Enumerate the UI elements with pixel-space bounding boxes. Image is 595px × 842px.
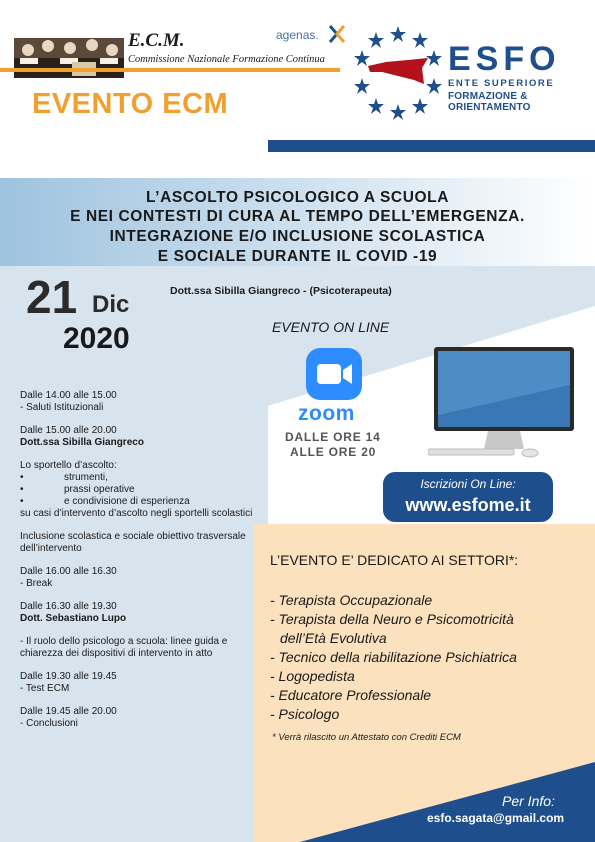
evento-ecm-heading: EVENTO ECM — [32, 88, 229, 120]
event-title-line-2: E NEI CONTESTI DI CURA AL TEMPO DELL’EMERGENZA. — [70, 208, 525, 225]
agenas-logo-text: agenas. — [276, 28, 319, 42]
date-month: Dic — [92, 291, 130, 318]
program-time: Dalle 19.45 alle 20.00 — [20, 706, 117, 717]
sector-item: - Tecnico della riabilitazione Psichiatrica — [270, 649, 517, 665]
program-desc: - Break — [20, 578, 53, 589]
date-day: 21 — [26, 271, 78, 323]
program-block — [20, 390, 260, 414]
info-email-link[interactable]: esfo.sagata@gmail.com — [427, 811, 565, 825]
ecm-subtitle: Commissione Nazionale Formazione Continua — [128, 54, 325, 65]
sector-item: - Educatore Professionale — [270, 687, 432, 703]
program-block — [20, 531, 260, 555]
agenas-x-icon — [328, 24, 346, 44]
program-schedule — [20, 390, 260, 741]
zoom-wordmark: zoom — [298, 402, 355, 425]
program-desc: - Conclusioni — [20, 718, 78, 729]
program-text: su casi d’intervento d’ascolto negli sportelli scolastici — [20, 508, 253, 519]
esfo-sicily-stars-icon — [352, 22, 444, 122]
event-title-line-4: E SOCIALE DURANTE IL COVID -19 — [157, 248, 438, 265]
program-block — [20, 566, 260, 590]
program-text: - Il ruolo dello psicologo a scuola: linee guida e chiarezza dei dispositivi di intervento in atto — [20, 636, 228, 659]
sector-item: - Terapista Occupazionale — [270, 592, 433, 608]
esfo-title: ESFO — [448, 40, 561, 78]
attestato-note: * Verrà rilascito un Attestato con Crediti ECM — [272, 732, 461, 743]
esfo-subtitle-2: FORMAZIONE & ORIENTAMENTO — [448, 91, 531, 113]
zoom-camera-icon — [306, 348, 362, 400]
sector-item: dell’Età Evolutiva — [280, 630, 387, 646]
event-title-line-1: L’ASCOLTO PSICOLOGICO A SCUOLA — [145, 189, 450, 206]
program-speaker: Dott. Sebastiano Lupo — [20, 613, 127, 624]
program-block — [20, 706, 260, 730]
program-time: Dalle 19.30 alle 19.45 — [20, 671, 117, 682]
program-time: Dalle 16.00 alle 16.30 — [20, 566, 117, 577]
sectors-title: L’EVENTO E’ DEDICATO AI SETTORI*: — [270, 552, 519, 568]
program-desc: - Test ECM — [20, 683, 70, 694]
blue-divider — [268, 140, 595, 152]
bullet-icon: • — [20, 484, 24, 495]
bullet-item: • e condivisione di esperienza — [20, 496, 190, 507]
program-block — [20, 601, 260, 625]
program-speaker: Dott.ssa Sibilla Giangreco — [20, 437, 144, 448]
bullet-icon: • — [20, 472, 24, 483]
program-block — [20, 636, 260, 660]
sectors-list — [270, 591, 590, 724]
info-label: Per Info: — [502, 793, 555, 809]
program-text: Inclusione scolastica e sociale obiettivo trasversale dell’intervento — [20, 531, 246, 554]
esfo-subtitle-1: ENTE SUPERIORE — [448, 78, 555, 89]
bullet-icon: • — [20, 496, 24, 507]
registration-url-link[interactable]: www.esfome.it — [405, 495, 531, 515]
sector-item: - Logopedista — [270, 668, 355, 684]
online-hours-line-1: DALLE ORE 14 — [285, 430, 381, 444]
sector-item: - Terapista della Neuro e Psicomotricità — [270, 611, 514, 627]
orange-divider — [0, 68, 340, 72]
online-event-label: EVENTO ON LINE — [272, 319, 390, 335]
date-year: 2020 — [63, 322, 130, 355]
program-time: Dalle 14.00 alle 15.00 — [20, 390, 117, 401]
program-time: Dalle 16.30 alle 19.30 — [20, 601, 117, 612]
online-hours-line-2: ALLE ORE 20 — [290, 445, 377, 459]
bullet-item: • prassi operative — [20, 484, 135, 495]
program-block — [20, 460, 260, 520]
speaker-line: Dott.ssa Sibilla Giangreco - (Psicoterapeuta) — [170, 285, 392, 297]
program-text: Lo sportello d’ascolto: — [20, 460, 117, 471]
program-block — [20, 425, 260, 449]
bullet-item: • strumenti, — [20, 472, 108, 483]
registration-label: Iscrizioni On Line: — [420, 477, 516, 491]
event-title-line-3: INTEGRAZIONE E/O INCLUSIONE SCOLASTICA — [109, 228, 486, 245]
program-block — [20, 671, 260, 695]
program-time: Dalle 15.00 alle 20.00 — [20, 425, 117, 436]
sector-item: - Psicologo — [270, 706, 340, 722]
computer-monitor-icon — [428, 345, 578, 463]
program-desc: - Saluti Istituzionali — [20, 402, 104, 413]
ecm-title: E.C.M. — [128, 30, 185, 51]
footer-banner — [0, 742, 595, 842]
